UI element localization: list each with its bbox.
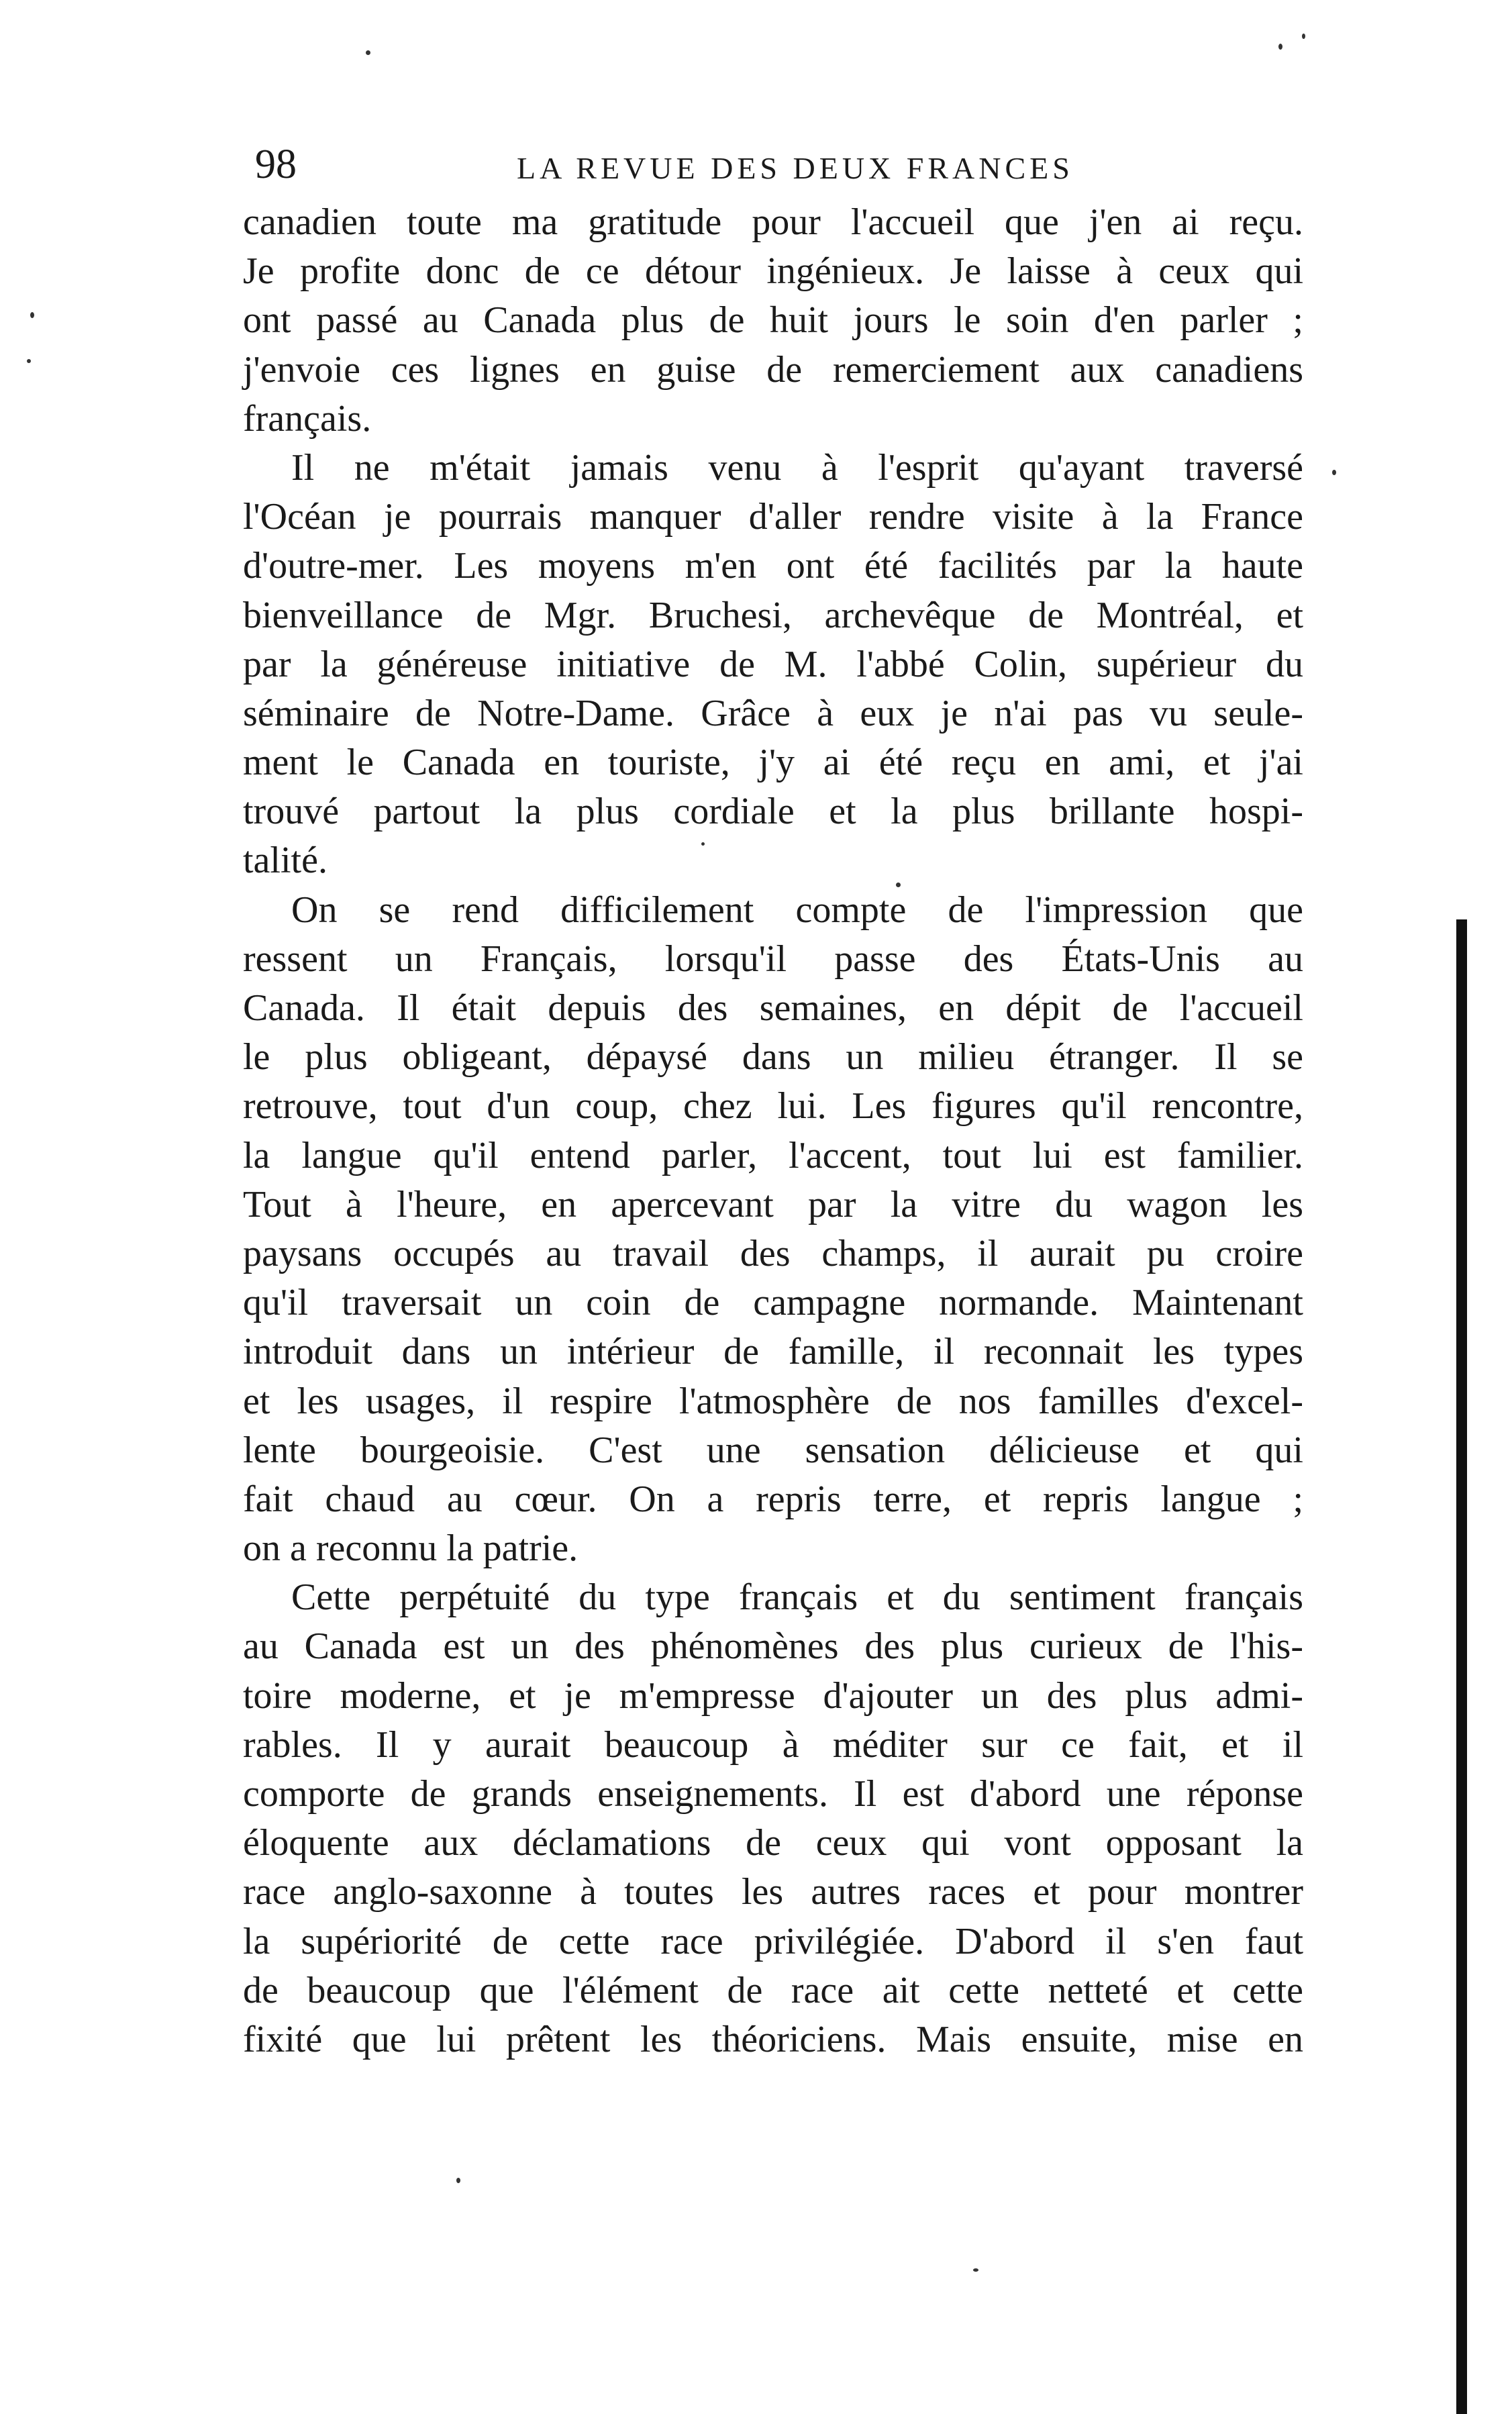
text-line: l'Océan je pourrais manquer d'aller rendre visite à la France — [243, 496, 1303, 538]
paragraph-3 — [243, 886, 1303, 1574]
page-number: 98 — [255, 142, 297, 187]
scan-edge-shadow — [1456, 919, 1467, 2414]
text-line: retrouve, tout d'un coup, chez lui. Les figures qu'il rencontre, — [243, 1085, 1303, 1127]
text-line: au Canada est un des phénomènes des plus curieux de l'his- — [243, 1625, 1303, 1668]
text-line: ment le Canada en touriste, j'y ai été reçu en ami, et j'ai — [243, 742, 1303, 784]
text-line: on a reconnu la patrie. — [243, 1527, 578, 1570]
text-line: canadien toute ma gratitude pour l'accueil que j'en ai reçu. — [243, 201, 1303, 243]
text-line: par la généreuse initiative de M. l'abbé Colin, supérieur du — [243, 643, 1303, 685]
text-line: rables. Il y aurait beaucoup à méditer sur ce fait, et il — [243, 1723, 1303, 1766]
text-line: introduit dans un intérieur de famille, il reconnait les types — [243, 1331, 1303, 1373]
scan-speck — [1302, 34, 1305, 39]
text-line: fait chaud au cœur. On a repris terre, et repris langue ; — [243, 1478, 1303, 1520]
page-header — [255, 138, 1295, 191]
text-line: éloquente aux déclamations de ceux qui vont opposant la — [243, 1822, 1303, 1864]
text-line: j'envoie ces lignes en guise de remerciement aux canadiens — [243, 348, 1303, 391]
text-line: le plus obligeant, dépaysé dans un milieu étranger. Il se — [243, 1036, 1303, 1078]
scan-speck — [973, 2268, 978, 2272]
scan-speck — [1332, 470, 1336, 475]
text-line: toire moderne, et je m'empresse d'ajouter un des plus admi- — [243, 1674, 1303, 1717]
text-line: et les usages, il respire l'atmosphère de nos familles d'excel- — [243, 1380, 1303, 1422]
body-text — [243, 198, 1303, 2064]
text-line: paysans occupés au travail des champs, il aurait pu croire — [243, 1232, 1303, 1274]
text-line: race anglo-saxonne à toutes les autres races et pour montrer — [243, 1871, 1303, 1913]
text-line: Il ne m'était jamais venu à l'esprit qu'ayant traversé — [291, 446, 1303, 489]
text-line: qu'il traversait un coin de campagne normande. Maintenant — [243, 1282, 1303, 1324]
scan-speck — [27, 359, 31, 363]
text-line: Cette perpétuité du type français et du sentiment français — [291, 1576, 1303, 1619]
text-line: ressent un Français, lorsqu'il passe des États-Unis au — [243, 938, 1303, 980]
text-line: fixité que lui prêtent les théoriciens. Mais ensuite, mise en — [243, 2018, 1303, 2060]
text-line: Tout à l'heure, en apercevant par la vitre du wagon les — [243, 1183, 1303, 1225]
text-line: Canada. Il était depuis des semaines, en dépit de l'accueil — [243, 987, 1303, 1029]
scan-speck — [701, 842, 705, 846]
paragraph-2 — [243, 444, 1303, 886]
scan-speck — [456, 2178, 460, 2183]
paragraph-1 — [243, 198, 1303, 444]
text-line: On se rend difficilement compte de l'impression que — [291, 889, 1303, 931]
scan-speck — [896, 883, 901, 887]
text-line: lente bourgeoisie. C'est une sensation délicieuse et qui — [243, 1429, 1303, 1471]
scan-speck — [1278, 44, 1282, 50]
text-line: la langue qu'il entend parler, l'accent, tout lui est familier. — [243, 1134, 1303, 1176]
text-line: séminaire de Notre-Dame. Grâce à eux je n'ai pas vu seule- — [243, 692, 1303, 734]
text-line: ont passé au Canada plus de huit jours le soin d'en parler ; — [243, 299, 1303, 342]
text-line: trouvé partout la plus cordiale et la plus brillante hospi- — [243, 791, 1303, 833]
text-line: d'outre-mer. Les moyens m'en ont été facilités par la haute — [243, 545, 1303, 587]
text-line: talité. — [243, 840, 327, 882]
running-title: LA REVUE DES DEUX FRANCES — [517, 151, 1074, 185]
text-line: français. — [243, 397, 372, 440]
scan-speck — [30, 312, 34, 318]
text-line: de beaucoup que l'élément de race ait cette netteté et cette — [243, 1969, 1303, 2011]
paragraph-4 — [243, 1573, 1303, 2064]
scan-speck — [366, 50, 370, 55]
text-line: Je profite donc de ce détour ingénieux. Je laisse à ceux qui — [243, 250, 1303, 293]
text-line: comporte de grands enseignements. Il est d'abord une réponse — [243, 1773, 1303, 1815]
text-line: la supériorité de cette race privilégiée. D'abord il s'en faut — [243, 1920, 1303, 1962]
text-line: bienveillance de Mgr. Bruchesi, archevêque de Montréal, et — [243, 594, 1303, 636]
